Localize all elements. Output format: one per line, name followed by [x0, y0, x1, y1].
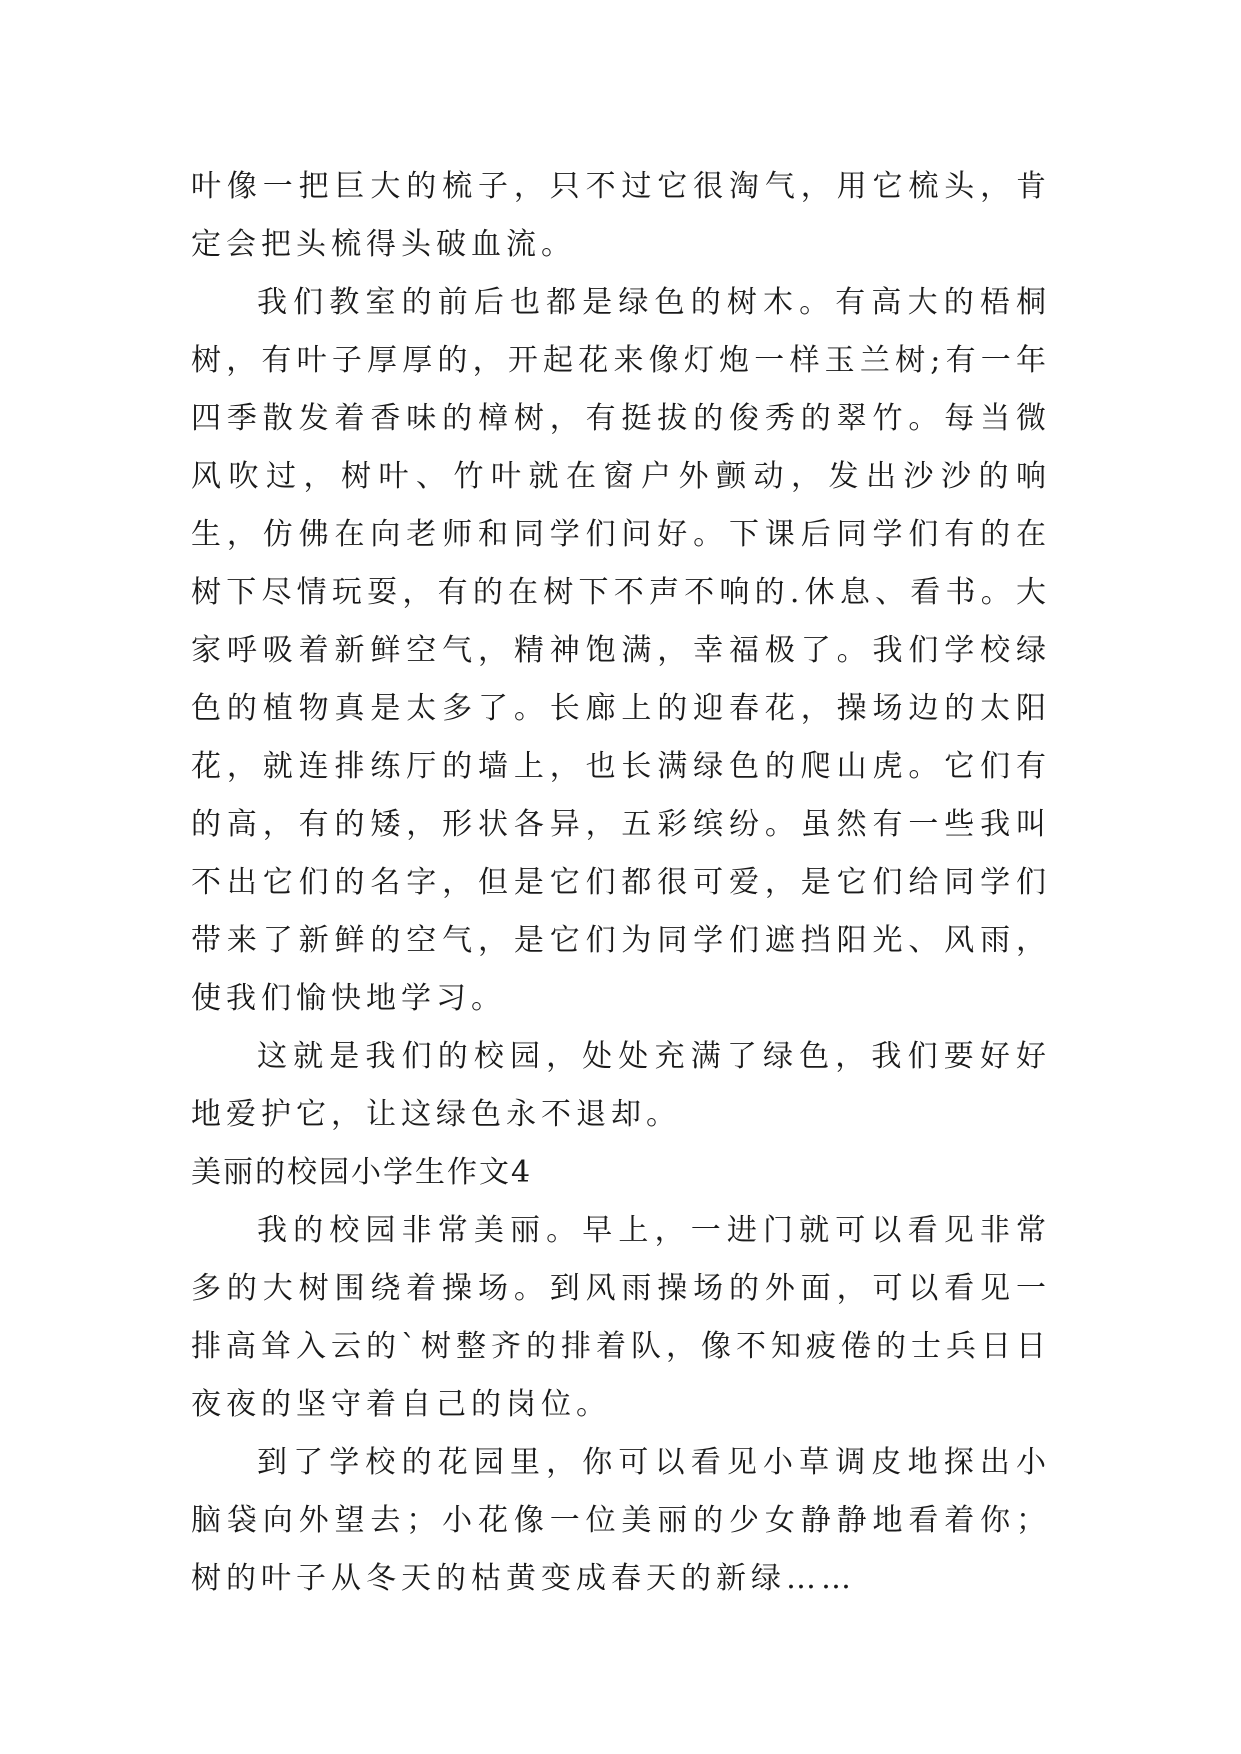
- paragraph-3: 这就是我们的校园，处处充满了绿色，我们要好好地爱护它，让这绿色永不退却。: [191, 1039, 1051, 1132]
- paragraph-5: 到了学校的花园里，你可以看见小草调皮地探出小脑袋向外望去；小花像一位美丽的少女静静地看着你；树的叶子从冬天的枯黄变成春天的新绿……: [191, 1445, 1051, 1596]
- paragraph-2: 我们教室的前后也都是绿色的树木。有高大的梧桐树，有叶子厚厚的，开起花来像灯炮一样玉兰树;有一年四季散发着香味的樟树，有挺拔的俊秀的翠竹。每当微风吹过，树叶、竹叶就在窗户外颤动，发出沙沙的响生，仿佛在向老师和同学们问好。下课后同学们有的在树下尽情玩耍，有的在树下不声不响的.休息、看书。大家呼吸着新鲜空气，精神饱满，幸福极了。我们学校绿色的植物真是太多了。长廊上的迎春花，操场边的太阳花，就连排练厅的墙上，也长满绿色的爬山虎。它们有的高，有的矮，形状各异，五彩缤纷。虽然有一些我叫不出它们的名字，但是它们都很可爱，是它们给同学们带来了新鲜的空气，是它们为同学们遮挡阳光、风雨，使我们愉快地学习。: [191, 285, 1051, 1016]
- essay-heading: 美丽的校园小学生作文4: [191, 1155, 533, 1190]
- document-body: [191, 158, 1051, 1608]
- paragraph-4: 我的校园非常美丽。早上，一进门就可以看见非常多的大树围绕着操场。到风雨操场的外面，可以看见一排高耸入云的`树整齐的排着队，像不知疲倦的士兵日日夜夜的坚守着自己的岗位。: [191, 1213, 1051, 1422]
- paragraph-1: 叶像一把巨大的梳子，只不过它很淘气，用它梳头，肯定会把头梳得头破血流。: [191, 169, 1051, 262]
